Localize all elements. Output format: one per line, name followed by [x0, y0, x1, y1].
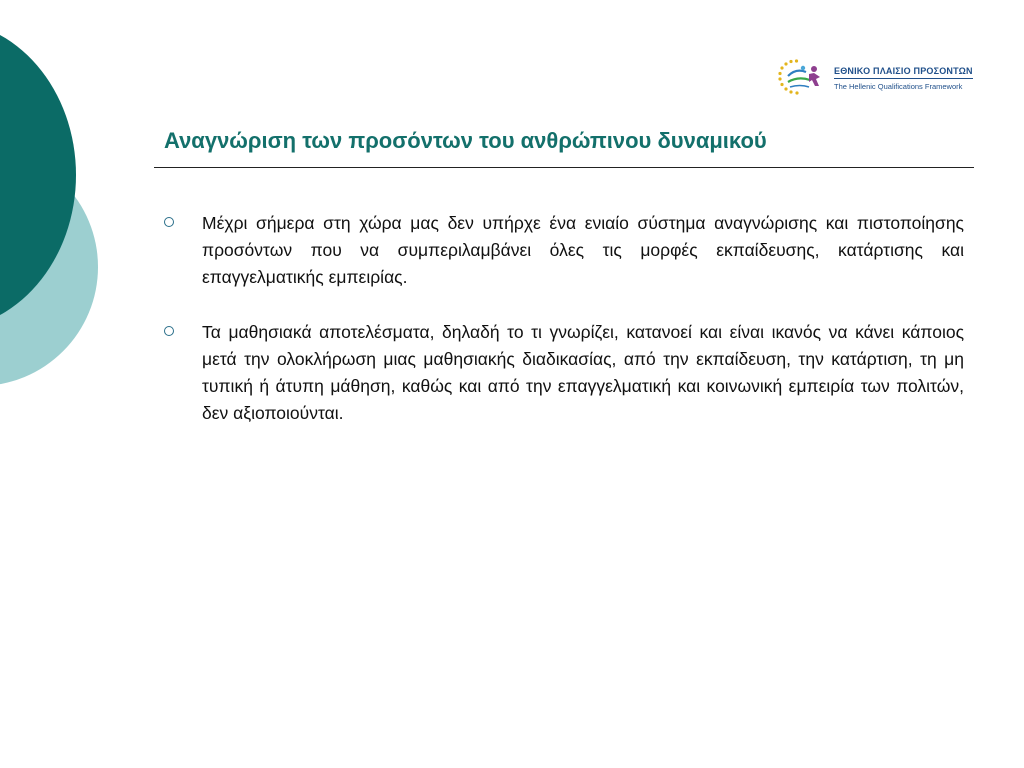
logo-title: ΕΘΝΙΚΟ ΠΛΑΙΣΙΟ ΠΡΟΣΟΝΤΩΝ: [834, 66, 973, 79]
bullet-item: [164, 210, 964, 291]
bullet-circle-icon: [164, 326, 174, 336]
title-divider: [154, 167, 974, 168]
bullet-circle-icon: [164, 217, 174, 227]
bullet-list: [164, 210, 964, 455]
bullet-text: Μέχρι σήμερα στη χώρα μας δεν υπήρχε ένα ενιαίο σύστημα αναγνώρισης και πιστοποίησης προσόντων που να συμπεριλαμβάνει όλες τις μορφές εκπαίδευσης, κατάρτισης και επαγγελματικής εμπειρίας.: [202, 213, 964, 287]
logo-emblem-icon: [776, 58, 828, 98]
logo-subtitle: The Hellenic Qualifications Framework: [834, 81, 963, 91]
slide-title: Αναγνώριση των προσόντων του ανθρώπινου δυναμικού: [164, 128, 767, 153]
bullet-item: [164, 319, 964, 427]
bullet-text: Τα μαθησιακά αποτελέσματα, δηλαδή το τι γνωρίζει, κατανοεί και είναι ικανός να κάνει κάποιος μετά την ολοκλήρωση μιας μαθησιακής διαδικασίας, από την εκπαίδευση, την κατάρτιση, τη μη τυπική ή άτυπη μάθηση, καθώς και από την επαγγελματική και κοινωνική εμπειρία των πολιτών, δεν αξιοποιούνται.: [202, 322, 964, 423]
logo: [776, 56, 976, 100]
